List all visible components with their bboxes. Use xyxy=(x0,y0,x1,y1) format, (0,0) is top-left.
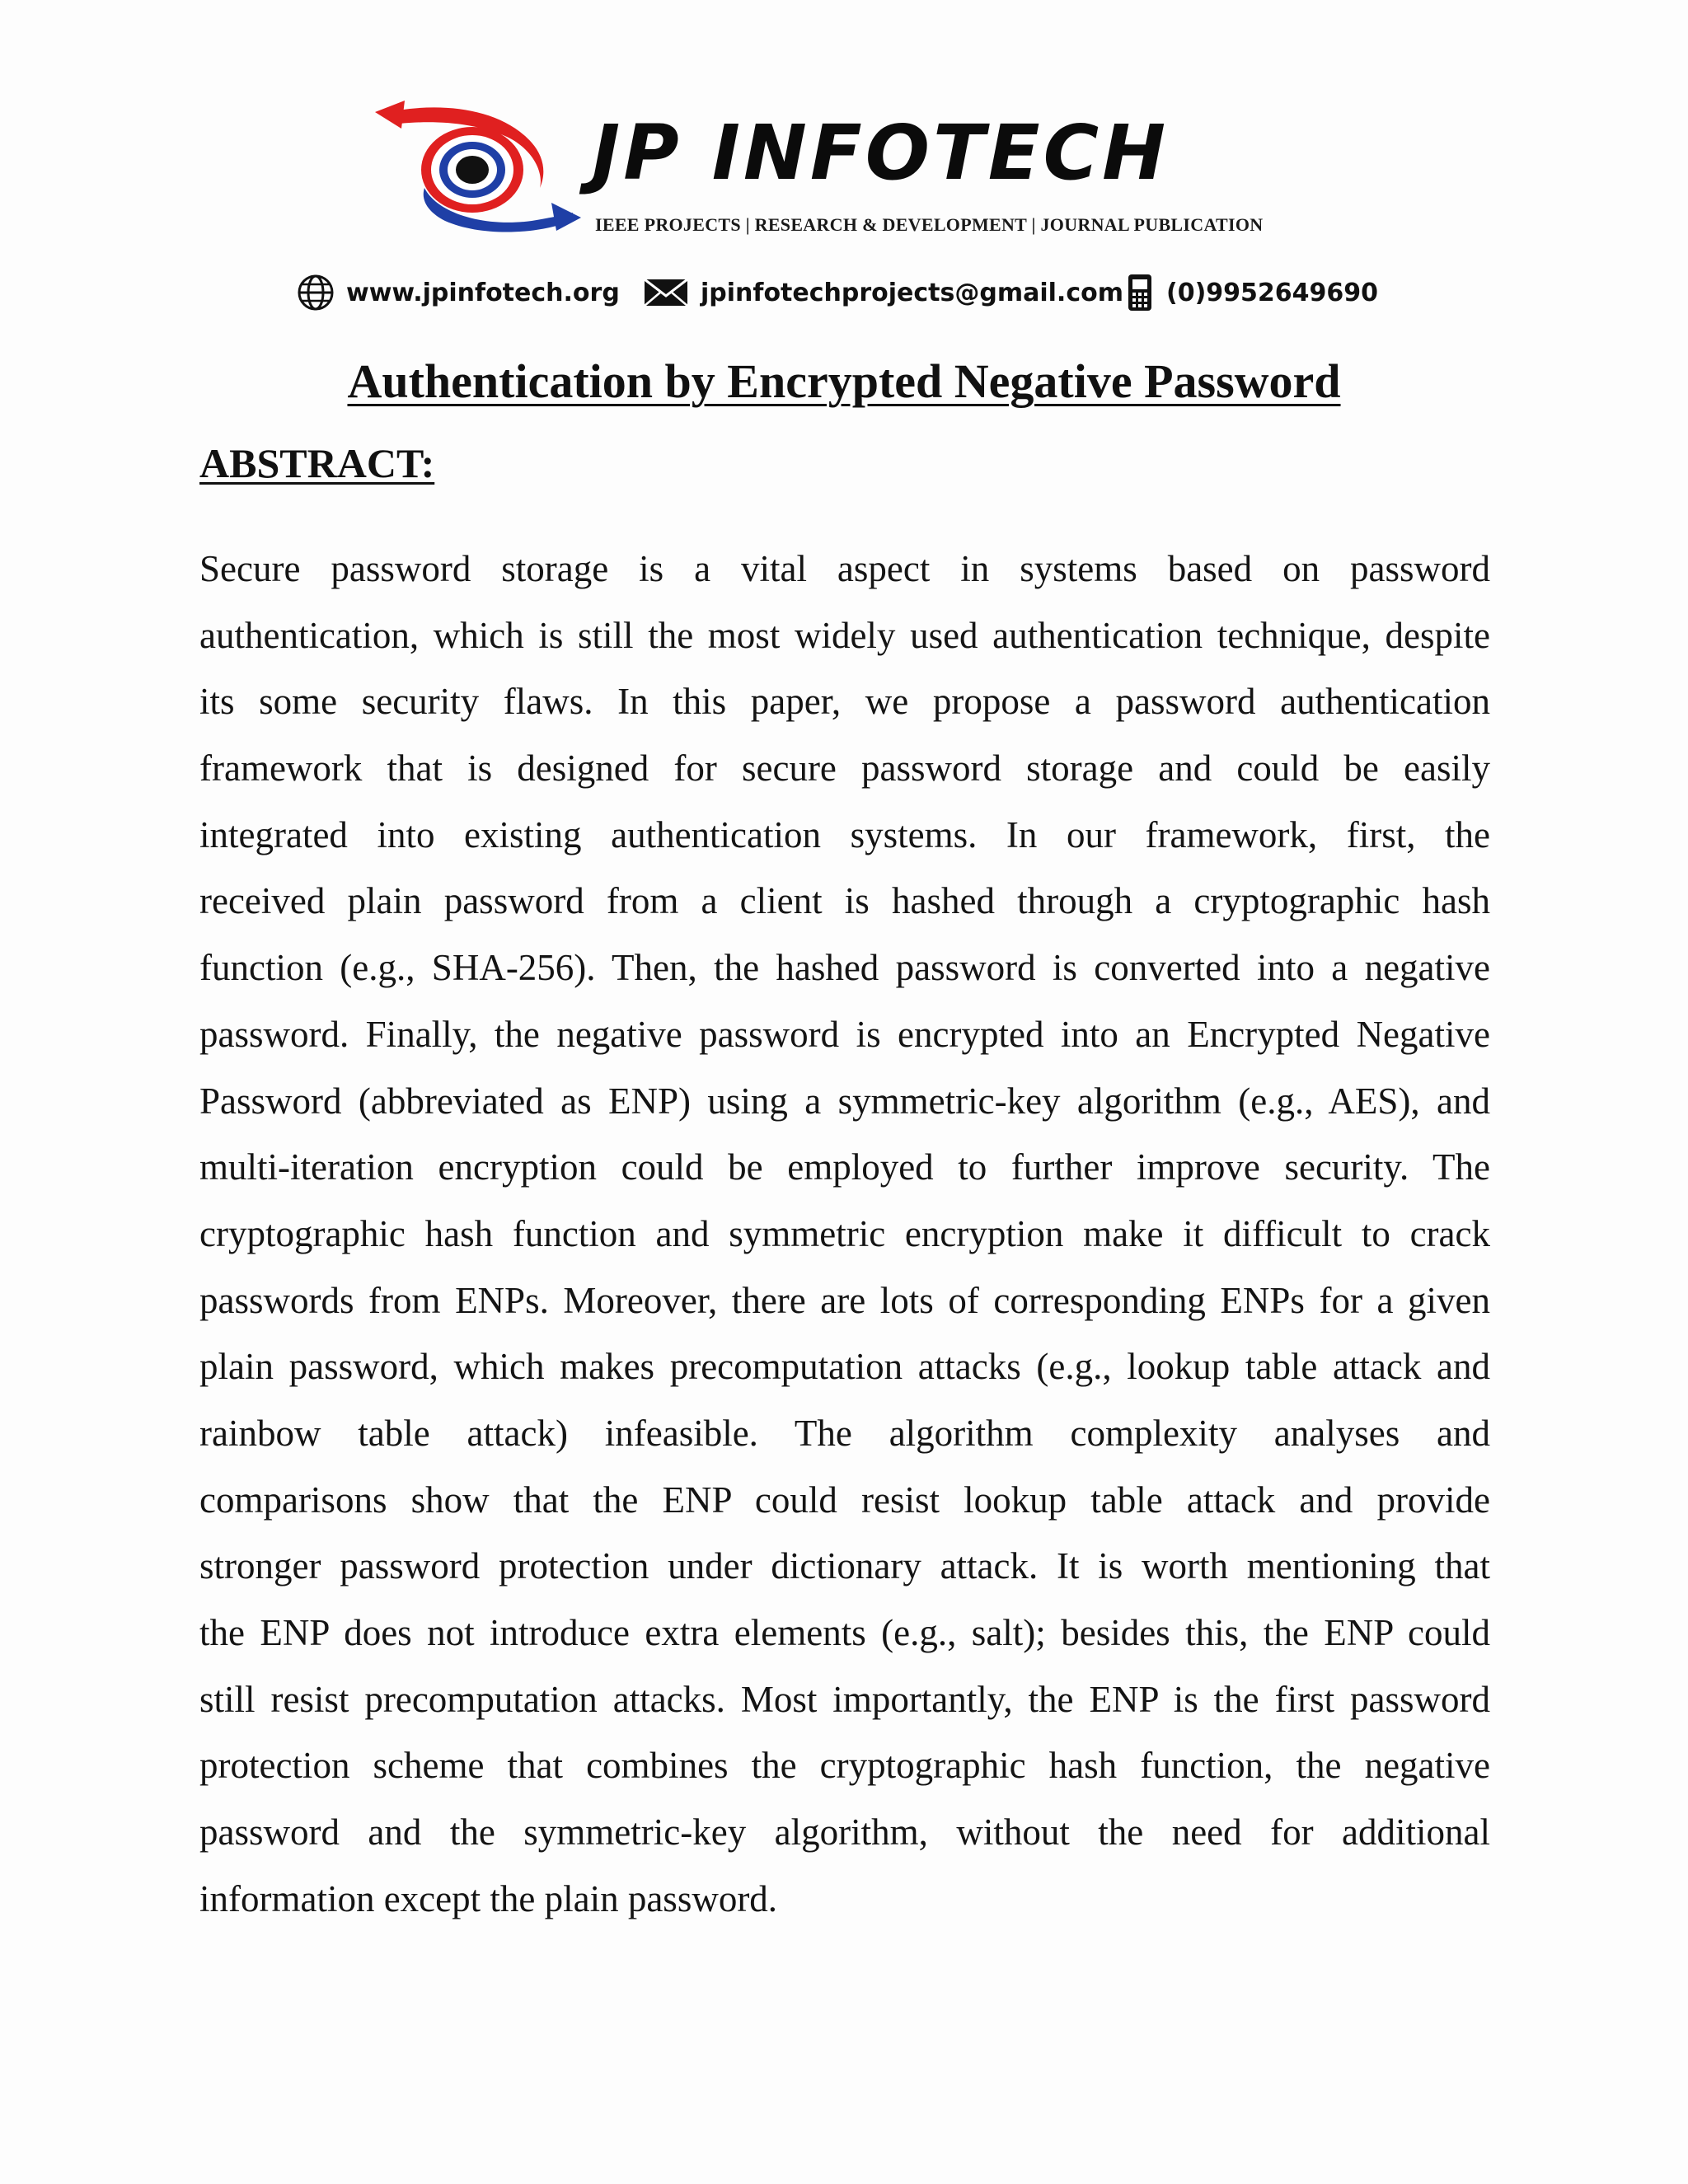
phone-number[interactable]: (0)9952649690 xyxy=(1166,278,1379,307)
abstract-heading: ABSTRACT: xyxy=(199,440,435,486)
phone-contact[interactable] xyxy=(1125,272,1378,313)
abstract-line: cryptographic hash function and symmetric encryption make it difficult to crack xyxy=(199,1212,1490,1254)
abstract-line: password. Finally, the negative password is encrypted into an Encrypted Negative xyxy=(199,1013,1490,1055)
abstract-line: plain password, which makes precomputation attacks (e.g., lookup table attack and xyxy=(199,1346,1490,1388)
brand-name: JP INFOTECH xyxy=(592,109,1170,197)
jp-infotech-logo xyxy=(375,97,581,237)
abstract-line: protection scheme that combines the cryptographic hash function, the negative xyxy=(199,1745,1490,1787)
abstract-line: password and the symmetric-key algorithm, without the need for additional xyxy=(199,1811,1490,1854)
mobile-phone-icon xyxy=(1125,273,1155,312)
abstract-line: authentication, which is still the most widely used authentication technique, despite xyxy=(199,614,1490,656)
abstract-line: Secure password storage is a vital aspect in systems based on password xyxy=(199,548,1490,589)
globe-icon xyxy=(297,274,335,312)
contact-row xyxy=(297,272,1401,313)
website-contact[interactable] xyxy=(297,272,620,313)
abstract-paragraph xyxy=(199,536,1490,1932)
abstract-line: its some security flaws. In this paper, we propose a password authentication xyxy=(199,681,1490,723)
abstract-line: multi-iteration encryption could be employed to further improve security. The xyxy=(199,1146,1490,1188)
abstract-line: the ENP does not introduce extra elements (e.g., salt); besides this, the ENP could xyxy=(199,1612,1490,1653)
website-link[interactable]: www.jpinfotech.org xyxy=(346,278,620,307)
email-contact[interactable] xyxy=(643,272,1123,313)
abstract-line: comparisons show that the ENP could resist lookup table attack and provide xyxy=(199,1479,1490,1521)
abstract-line: Password (abbreviated as ENP) using a symmetric-key algorithm (e.g., AES), and xyxy=(199,1080,1490,1122)
document-title: Authentication by Encrypted Negative Password xyxy=(347,354,1341,408)
envelope-icon xyxy=(643,276,689,309)
abstract-line: framework that is designed for secure password storage and could be easily xyxy=(199,748,1490,790)
email-link[interactable]: jpinfotechprojects@gmail.com xyxy=(701,278,1123,307)
abstract-line: integrated into existing authentication systems. In our framework, first, the xyxy=(199,813,1490,855)
abstract-line: stronger password protection under dictionary attack. It is worth mentioning that xyxy=(199,1545,1490,1587)
abstract-line: rainbow table attack) infeasible. The algorithm complexity analyses and xyxy=(199,1412,1490,1454)
abstract-line: passwords from ENPs. Moreover, there are lots of corresponding ENPs for a given xyxy=(199,1279,1490,1321)
abstract-line: received plain password from a client is hashed through a cryptographic hash xyxy=(199,880,1490,922)
abstract-line: function (e.g., SHA-256). Then, the hashed password is converted into a negative xyxy=(199,947,1490,989)
abstract-line: information except the plain password. xyxy=(199,1877,778,1919)
brand-tagline: IEEE PROJECTS | RESEARCH & DEVELOPMENT | JOURNAL PUBLICATION xyxy=(595,214,1264,235)
abstract-line: still resist precomputation attacks. Most importantly, the ENP is the first password xyxy=(199,1678,1490,1720)
